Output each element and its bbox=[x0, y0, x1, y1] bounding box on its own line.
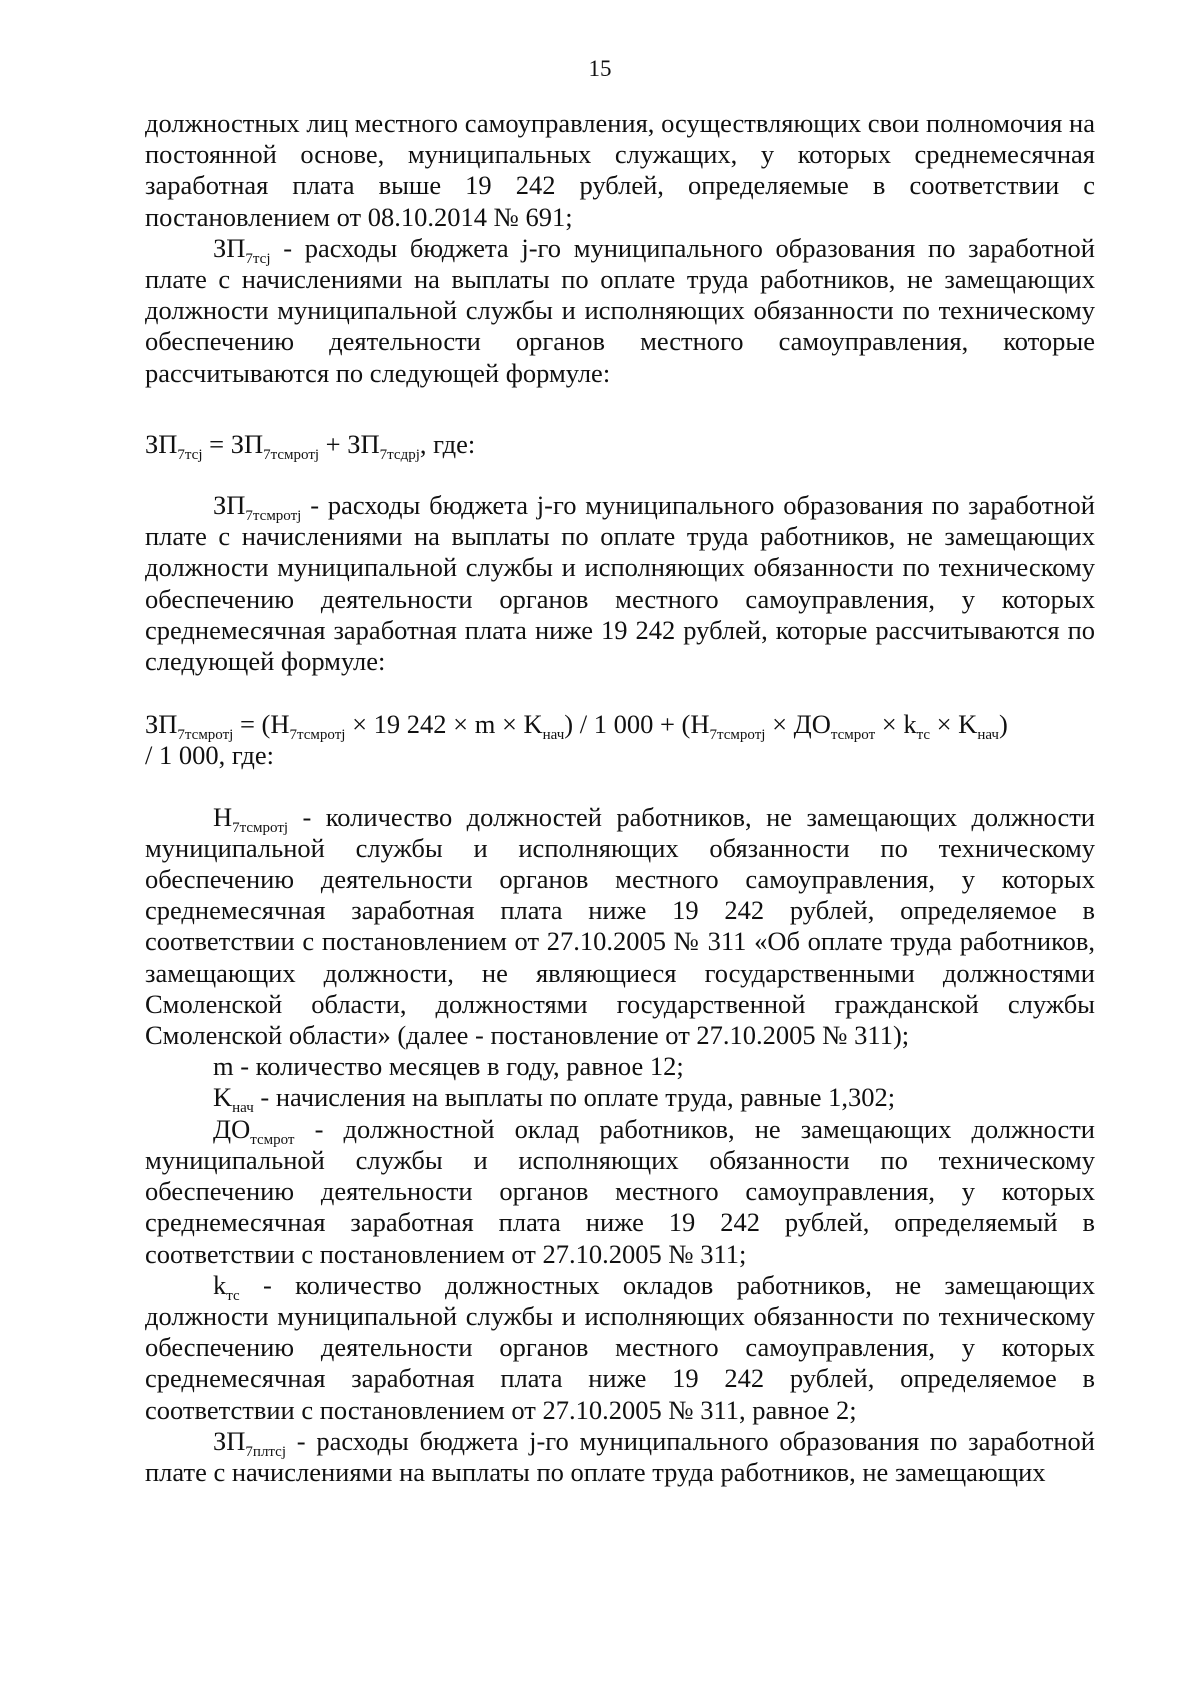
symbol-subscript: 7плтсj bbox=[245, 1443, 286, 1460]
formula-subscript: тсмрот bbox=[830, 727, 876, 744]
document-body bbox=[145, 108, 1095, 1488]
formula-subscript: 7тсмротj bbox=[263, 446, 320, 463]
definition-text: - количество должностей работников, не замещающих должности муниципальной службы и исполняющих обязанности по техническому обеспечению деятельности органов местного самоуправления, у которых среднемесячная заработная плата ниже 19 242 рублей, определяемое в соответствии с постановлением от 27.10.2005 № 311 «Об оплате труда работников, замещающих должности, не являющиеся государственными должностями Смоленской области, должностями государственной гражданской службы Смоленской области» (далее - постановление от 27.10.2005 № 311); bbox=[145, 801, 1095, 1051]
paragraph-kts-definition bbox=[145, 1270, 1095, 1426]
formula-term: × k bbox=[875, 709, 917, 740]
symbol: ЗП bbox=[213, 490, 246, 521]
paragraph-zp7tsj-definition bbox=[145, 233, 1095, 389]
formula-tail: , где: bbox=[419, 428, 476, 459]
formula-operator: = bbox=[202, 428, 231, 459]
definition-text: - должностной оклад работников, не замещающих должности муниципальной службы и исполняющих обязанности по техническому обеспечению деятельности органов местного самоуправления, у которых среднемесячная заработная плата ниже 19 242 рублей, определяемый в соответствии с постановлением от 27.10.2005 № 311; bbox=[145, 1113, 1095, 1269]
symbol-subscript: 7тсмротj bbox=[232, 819, 289, 836]
symbol: K bbox=[213, 1082, 233, 1113]
formula-subscript: 7тсj bbox=[177, 446, 203, 463]
paragraph-zp7tsmrotj-definition bbox=[145, 490, 1095, 677]
formula-tail: / 1 000, где: bbox=[145, 740, 275, 771]
formula-term: × ДО bbox=[765, 709, 831, 740]
formula-operator: + bbox=[319, 428, 348, 459]
symbol: Н bbox=[213, 801, 233, 832]
definition-text: - расходы бюджета j-го муниципального образования по заработной плате с начислениями на выплаты по оплате труда работников, не замещающих должности муниципальной службы и исполняющих обязанности по техническому обеспечению деятельности органов местного самоуправления, которые рассчитываются по следующей формуле: bbox=[145, 232, 1095, 388]
formula-subscript: нач bbox=[542, 727, 565, 744]
formula-subscript: нач bbox=[977, 727, 999, 744]
formula-term: ЗП bbox=[230, 428, 264, 459]
formula-term: × 19 242 × m × K bbox=[345, 709, 543, 740]
formula-term: ЗП bbox=[145, 709, 178, 740]
symbol-subscript: нач bbox=[232, 1100, 254, 1117]
definition-text: - расходы бюджета j-го муниципального образования по заработной плате с начислениями на выплаты по оплате труда работников, не замещающих должности муниципальной службы и исполняющих обязанности по техническому обеспечению деятельности органов местного самоуправления, у которых среднемесячная заработная плата ниже 19 242 рублей, которые рассчитываются по следующей формуле: bbox=[145, 490, 1095, 677]
symbol: ЗП bbox=[213, 1425, 246, 1456]
formula-term: ЗП bbox=[145, 428, 178, 459]
symbol: k bbox=[213, 1269, 227, 1300]
definition-text: - начисления на выплаты по оплате труда, равные 1,302; bbox=[253, 1082, 896, 1113]
symbol-subscript: 7тсj bbox=[245, 250, 271, 267]
formula-term: ) bbox=[998, 709, 1008, 740]
symbol: ЗП bbox=[213, 232, 246, 263]
definition-text: - расходы бюджета j-го муниципального образования по заработной плате с начислениями на выплаты по оплате труда работников, не замещающих bbox=[145, 1425, 1095, 1487]
formula-subscript: 7тсмротj bbox=[709, 727, 766, 744]
formula-term: = (Н bbox=[233, 709, 290, 740]
formula-zp7tsj bbox=[145, 428, 1095, 463]
symbol-subscript: тс bbox=[226, 1287, 240, 1304]
paragraph-continuation: должностных лиц местного самоуправления, осуществляющих свои полномочия на постоянной основе, муниципальных служащих, у которых среднемесячная заработная плата выше 19 242 рублей, определяемые в соответствии с постановлением от 08.10.2014 № 691; bbox=[145, 108, 1095, 232]
page-number: 15 bbox=[588, 56, 612, 81]
formula-term: × K bbox=[929, 709, 978, 740]
paragraph-n7tsmrotj-definition bbox=[145, 802, 1095, 1052]
formula-term: ЗП bbox=[347, 428, 380, 459]
paragraph-knach-definition bbox=[145, 1082, 1095, 1117]
symbol-subscript: 7тсмротj bbox=[245, 508, 302, 525]
formula-subscript: 7тсмротj bbox=[289, 727, 346, 744]
formula-subscript: 7тсмротj bbox=[177, 727, 234, 744]
definition-text: - количество должностных окладов работников, не замещающих должности муниципальной службы и исполняющих обязанности по техническому обеспечению деятельности органов местного самоуправления, у которых среднемесячная заработная плата ниже 19 242 рублей, определяемое в соответствии с постановлением от 27.10.2005 № 311, равное 2; bbox=[145, 1269, 1095, 1425]
formula-term: ) / 1 000 + (Н bbox=[564, 709, 710, 740]
paragraph-m-definition: m - количество месяцев в году, равное 12; bbox=[213, 1051, 684, 1082]
paragraph-zp7pltsj-definition bbox=[145, 1426, 1095, 1488]
symbol: ДО bbox=[213, 1113, 251, 1144]
formula-zp7tsmrotj bbox=[145, 709, 1095, 771]
formula-subscript: тс bbox=[916, 727, 930, 744]
paragraph-dotsmrot-definition bbox=[145, 1114, 1095, 1270]
formula-subscript: 7тсдрj bbox=[379, 446, 420, 463]
symbol-subscript: тсмрот bbox=[250, 1131, 295, 1148]
